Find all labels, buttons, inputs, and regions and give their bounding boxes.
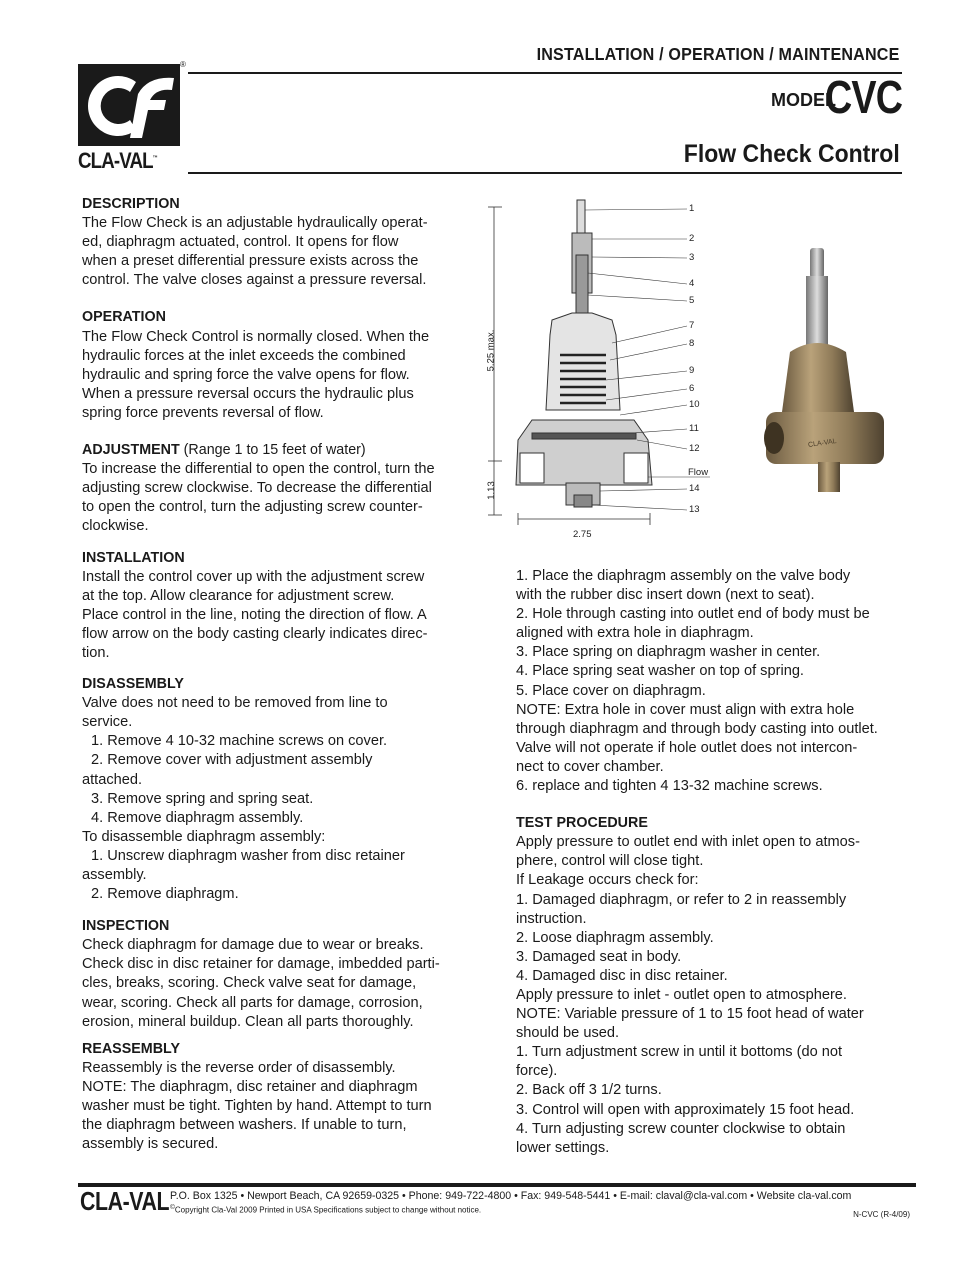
valve-cross-section-diagram [482,195,722,545]
adjustment-range: (Range 1 to 15 feet of water) [179,442,366,459]
description-line: when a preset differential pressure exists across the [82,253,419,270]
reassembly-step-line: aligned with extra hole in diaphragm. [516,625,754,642]
reassembly-steps [516,567,916,796]
disassembly-wrap: attached. [82,771,143,788]
adjustment-line: adjusting screw clockwise. To decrease the differential [82,480,432,497]
photo-casting-marking: CLA-VAL [807,438,838,449]
operation-line: hydraulic and spring force the valve opens for flow. [82,366,410,383]
footer-copyright: ©Copyright Cla-Val 2009 Printed in USA Specifications subject to change without notice. [170,1204,482,1215]
operation-line: When a pressure reversal occurs the hydraulic plus [82,385,414,402]
callout-label: 2 [689,233,695,244]
test-line: Apply pressure to inlet - outlet open to atmosphere. [516,986,847,1003]
operation-line: spring force prevents reversal of flow. [82,404,324,421]
section-installation [82,549,477,664]
section-test-procedure [516,814,916,1158]
inspection-heading: INSPECTION [82,918,170,935]
callout-label: 5 [689,295,695,306]
test-line: 3. Control will open with approximately 15 foot head. [516,1101,855,1118]
adjustment-heading: ADJUSTMENT (Range 1 to 15 feet of water) [82,442,366,459]
installation-line: at the top. Allow clearance for adjustment screw. [82,587,395,604]
reassembly-line: assembly is secured. [82,1136,219,1153]
valve-photo-icon [760,242,890,502]
callout-label: 4 [689,278,695,289]
cross-section-drawing [482,195,722,545]
test-line: lower settings. [516,1139,610,1156]
section-inspection [82,917,477,1032]
reassembly-step-line: 3. Place spring on diaphragm washer in center. [516,644,821,661]
reassembly-step-line: nect to cover chamber. [516,758,664,775]
test-line: If Leakage occurs check for: [516,872,699,889]
left-column [82,195,477,1154]
reassembly-step-line: 5. Place cover on diaphragm. [516,682,706,699]
footer-logo: CLA-VAL [80,1186,170,1216]
disassembly-step: 2. Remove cover with adjustment assembly [91,752,373,769]
model-value: CVC [824,71,902,123]
callout-label: 7 [689,320,695,331]
test-line: NOTE: Variable pressure of 1 to 15 foot head of water [516,1006,864,1023]
section-operation [82,308,477,423]
reassembly-line: washer must be tight. Tighten by hand. Attempt to turn [82,1098,432,1115]
reassembly-step-line: 6. replace and tighten 4 13-32 machine screws. [516,778,823,795]
reassembly-step-line: 4. Place spring seat washer on top of spring. [516,663,804,680]
callout-label: 6 [689,383,695,394]
disassembly-sub-step: 1. Unscrew diaphragm washer from disc retainer [91,847,405,864]
reassembly-step-line: with the rubber disc insert down (next to seat). [516,587,815,604]
installation-line: tion. [82,644,110,661]
section-reassembly [82,1040,477,1155]
installation-line: Install the control cover up with the adjustment screw [82,568,425,585]
right-column [516,567,916,1158]
inspection-line: erosion, mineral buildup. Clean all parts thoroughly. [82,1013,414,1030]
description-line: ed, diaphragm actuated, control. It opens for flow [82,234,399,251]
callout-label: 14 [689,483,700,494]
footer-doc-code: N-CVC (R-4/09) [853,1210,910,1219]
footer-address: P.O. Box 1325 • Newport Beach, CA 92659-0325 • Phone: 949-722-4800 • Fax: 949-548-5441 • E-mail: claval@cla-val.com • Website cla-val.com [170,1190,852,1202]
test-line: 1. Damaged diaphragm, or refer to 2 in reassembly [516,891,847,908]
description-line: The Flow Check is an adjustable hydraulically operat- [82,215,428,232]
header-rule-top [188,72,902,74]
test-line: 3. Damaged seat in body. [516,948,682,965]
operation-line: The Flow Check Control is normally closed. When the [82,328,430,345]
inspection-line: wear, scoring. Check all parts for damage, corrosion, [82,994,423,1011]
section-description [82,195,477,290]
installation-line: flow arrow on the body casting clearly indicates direc- [82,625,428,642]
test-line: 4. Turn adjusting screw counter clockwise to obtain [516,1120,846,1137]
reassembly-step-line: 1. Place the diaphragm assembly on the valve body [516,568,851,584]
logo-cf-icon [78,64,180,146]
test-line: instruction. [516,910,587,927]
header-rule-bottom [188,172,902,174]
installation-line: Place control in the line, noting the direction of flow. A [82,606,427,623]
reassembly-step-line: through diaphragm and through body casting into outlet. [516,720,878,737]
callout-label: 10 [689,399,700,410]
callout-label: 12 [689,443,700,454]
width-dimension: 2.75 [573,529,592,540]
test-procedure-heading: TEST PROCEDURE [516,815,648,832]
inspection-line: cles, breaks, scoring. Check valve seat for damage, [82,975,417,992]
installation-heading: INSTALLATION [82,549,185,566]
reassembly-step-line: 2. Hole through casting into outlet end of body must be [516,606,870,623]
reassembly-line: NOTE: The diaphragm, disc retainer and diaphragm [82,1078,418,1095]
reassembly-step-line: NOTE: Extra hole in cover must align with extra hole [516,701,855,718]
disassembly-wrap: assembly. [82,867,147,883]
section-adjustment [82,441,477,536]
test-line: 2. Loose diaphragm assembly. [516,929,714,946]
callout-label: 13 [689,504,700,515]
test-line: 1. Turn adjustment screw in until it bottoms (do not [516,1044,843,1061]
registered-mark: ® [180,60,186,69]
test-line: 4. Damaged disc in disc retainer. [516,967,728,984]
reassembly-heading: REASSEMBLY [82,1040,180,1057]
cla-val-logo [78,60,186,174]
test-line: phere, control will close tight. [516,853,704,870]
disassembly-step: 4. Remove diaphragm assembly. [91,809,304,826]
operation-heading: OPERATION [82,309,166,326]
reassembly-step-line: Valve will not operate if hole outlet does not intercon- [516,739,858,756]
footer-rule [78,1183,916,1187]
copyright-symbol: © [170,1204,175,1211]
test-line: 2. Back off 3 1/2 turns. [516,1082,662,1099]
disassembly-sub-intro: To disassemble diaphragm assembly: [82,828,326,845]
disassembly-heading: DISASSEMBLY [82,676,184,693]
description-heading: DESCRIPTION [82,196,180,212]
adjustment-line: To increase the differential to open the control, turn the [82,461,435,478]
callout-label: 8 [689,338,695,349]
logo-mark [78,64,180,146]
test-line: force). [516,1063,558,1080]
callout-label: 1 [689,203,695,214]
disassembly-step: 1. Remove 4 10-32 machine screws on cover. [91,733,388,750]
callout-label: 3 [689,252,695,263]
operation-line: hydraulic forces at the inlet exceeds the combined [82,347,406,364]
logo-text: CLA-VAL™ [78,148,157,173]
inspection-line: Check disc in disc retainer for damage, imbedded parti- [82,956,440,973]
callout-label: 9 [689,365,695,376]
product-photo [760,242,890,502]
reassembly-line: the diaphragm between washers. If unable to turn, [82,1117,407,1134]
reassembly-line: Reassembly is the reverse order of disassembly. [82,1059,396,1076]
disassembly-step: 3. Remove spring and spring seat. [91,790,314,807]
model-label: MODEL [771,90,836,110]
flow-label: Flow [688,467,709,478]
document-title: Flow Check Control [684,140,900,168]
adjustment-line: clockwise. [82,518,149,535]
test-line: should be used. [516,1025,620,1042]
height-dimension: 5.25 max. [485,329,497,372]
test-line: Apply pressure to outlet end with inlet open to atmos- [516,834,860,851]
callout-label: 11 [689,423,699,434]
inspection-line: Check diaphragm for damage due to wear or breaks. [82,937,424,954]
section-disassembly [82,675,477,904]
adjustment-line: to open the control, turn the adjusting screw counter- [82,499,423,516]
lower-dimension: 1.13 [485,481,497,500]
description-line: control. The valve closes against a pressure reversal. [82,272,427,289]
disassembly-sub-step: 2. Remove diaphragm. [91,886,239,903]
header-top-label: INSTALLATION / OPERATION / MAINTENANCE [537,44,900,64]
disassembly-line: Valve does not need to be removed from line to [82,695,388,712]
disassembly-line: service. [82,714,133,731]
